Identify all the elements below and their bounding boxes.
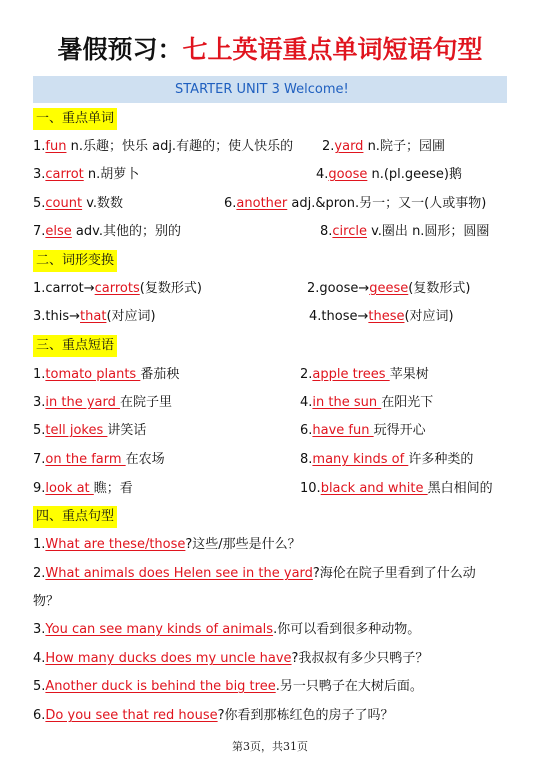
section-heading-forms: 二、词形变换 xyxy=(33,250,117,272)
word-item: 7.else adv.其他的；别的 xyxy=(33,224,181,239)
word-item: 8.circle v.圈出 n.圆形；圆圈 xyxy=(320,224,490,239)
phrase-item: 8.many kinds of 许多种类的 xyxy=(300,452,474,467)
form-item: 1.carrot→carrots(复数形式) xyxy=(33,281,202,296)
sentence-item: 5.Another duck is behind the big tree.另一只鸭子在大树后面。 xyxy=(33,679,423,694)
word-item: 4.goose n.(pl.geese)鹅 xyxy=(316,167,463,182)
sentence-item: 4.How many ducks does my uncle have?我叔叔有多少只鸭子？ xyxy=(33,651,429,666)
word-item: 1.fun n.乐趣；快乐 adj.有趣的；使人快乐的 xyxy=(33,139,294,154)
phrase-item: 3.in the yard 在院子里 xyxy=(33,395,173,410)
page-title xyxy=(0,30,540,66)
phrase-item: 2.apple trees 苹果树 xyxy=(300,367,429,382)
phrase-item: 7.on the farm 在农场 xyxy=(33,452,165,467)
form-item: 4.those→these(对应词) xyxy=(309,309,454,324)
phrase-item: 1.tomato plants 番茄秧 xyxy=(33,367,180,382)
form-item: 3.this→that(对应词) xyxy=(33,309,156,324)
unit-banner xyxy=(33,76,507,103)
phrase-item: 9.look at 瞧；看 xyxy=(33,481,133,496)
phrase-item: 10.black and white 黑白相间的 xyxy=(300,481,493,496)
sentence-item: 1.What are these/those?这些/那些是什么？ xyxy=(33,537,301,552)
title-part-2: 七上英语重点单词短语句型 xyxy=(182,35,483,64)
section-heading-phrases: 三、重点短语 xyxy=(33,335,117,357)
title-part-1: 暑假预习： xyxy=(57,35,183,64)
section-heading-words: 一、重点单词 xyxy=(33,108,117,130)
unit-banner-text: STARTER UNIT 3 Welcome! xyxy=(175,82,349,97)
phrase-item: 5.tell jokes 讲笑话 xyxy=(33,423,147,438)
sentence-item: 3.You can see many kinds of animals.你可以看到很多种动物。 xyxy=(33,622,421,637)
section-heading-sentences: 四、重点句型 xyxy=(33,506,117,528)
sentence-item-continuation: 物？ xyxy=(33,594,60,609)
sentence-item: 2.What animals does Helen see in the yard?海伦在院子里看到了什么动 xyxy=(33,566,476,581)
phrase-item: 4.in the sun 在阳光下 xyxy=(300,395,434,410)
word-item: 6.another adj.&pron.另一；又一(人或事物) xyxy=(224,196,487,211)
phrase-item: 6.have fun 玩得开心 xyxy=(300,423,426,438)
word-item: 2.yard n.院子；园圃 xyxy=(322,139,445,154)
word-item: 3.carrot n.胡萝卜 xyxy=(33,167,140,182)
sentence-item: 6.Do you see that red house?你看到那栋红色的房子了吗？ xyxy=(33,708,394,723)
form-item: 2.goose→geese(复数形式) xyxy=(307,281,471,296)
word-item: 5.count v.数数 xyxy=(33,196,124,211)
page-number: 第3页，共31页 xyxy=(232,740,308,753)
